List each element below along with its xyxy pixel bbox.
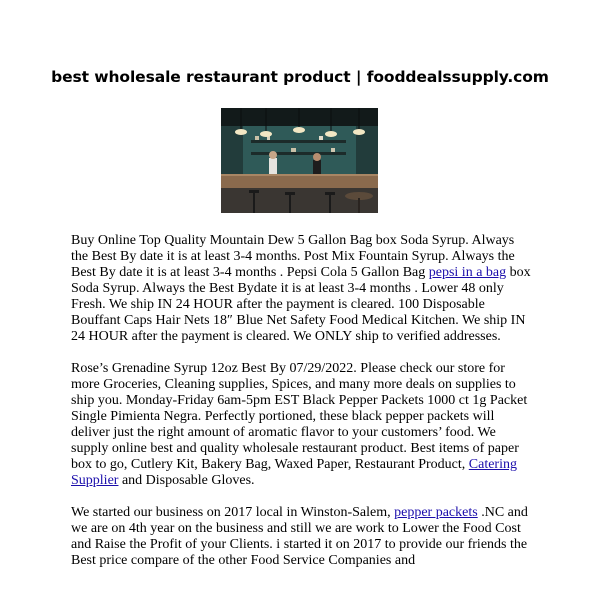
paragraph-3-text-a: We started our business on 2017 local in Winston-Salem, [71, 505, 395, 520]
paragraph-2-text-b: and Disposable Gloves. [118, 473, 255, 488]
paragraph-3 [71, 505, 531, 569]
paragraph-1-text-b: box Soda Syrup. Always the Best Bydate it is at least 3-4 months . Lower 48 only Fresh. We ship IN 24 HOUR after the payment is cleared. 100 Disposable Bouffant Caps Hair Nets 18″ Blue Net Safety Food Medical Kitchen. We ship IN 24 HOUR after the payment is cleared. We ONLY ship to verified addresses. [71, 265, 531, 344]
restaurant-interior-photo [221, 108, 378, 213]
pepsi-in-a-bag-link[interactable]: pepsi in a bag [428, 265, 507, 280]
paragraph-1 [71, 233, 531, 345]
paragraph-2-text-a: Rose’s Grenadine Syrup 12oz Best By 07/29/2022. Please check our store for more Groceries, Cleaning supplies, Spices, and many more deals on supplies to ship you. Monday-Friday 6am-5pm EST Black Pepper Packets 1000 ct 1g Packet Single Pimienta Negra. Perfectly portioned, these black pepper packets will deliver just the right amount of aromatic flavor to your customers’ food. We supply online best and quality wholesale restaurant product. Best items of paper box to go, Cutlery Kit, Bakery Bag, Waxed Paper, Restaurant Product, [71, 361, 528, 472]
page-title: best wholesale restaurant product | fooddealssupply.com [51, 68, 549, 86]
paragraph-2 [71, 361, 531, 489]
catering-supplier-link[interactable]: Catering Supplier [71, 457, 517, 488]
paragraph-1-text-a: Buy Online Top Quality Mountain Dew 5 Gallon Bag box Soda Syrup. Always the Best By date it is at least 3-4 months. Post Mix Fountain Syrup. Always the Best By date it is at least 3-4 months . Pepsi Cola 5 Gallon Bag [71, 233, 515, 280]
article-body [71, 233, 531, 585]
paragraph-3-text-b: .NC and we are on 4th year on the business and still we are work to Lower the Food Cost and Raise the Profit of your Clients. i started it on 2017 to provide our friends the Best price compare of the other Food Service Companies and [71, 505, 528, 568]
pepper-packets-link[interactable]: pepper packets [394, 505, 478, 520]
